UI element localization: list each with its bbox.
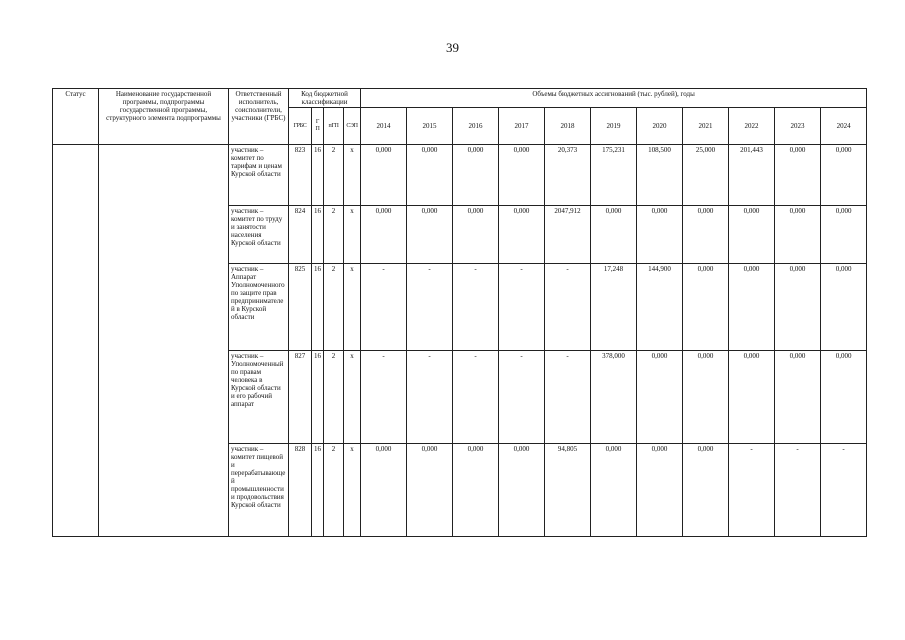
value-cell: 175,231 [591, 145, 637, 206]
code-cell: х [344, 145, 361, 206]
executor-cell: участник – комитет по труду и занятости населения Курской области [229, 206, 289, 264]
header-status: Статус [53, 89, 99, 145]
code-cell: 16 [312, 351, 324, 444]
header-code-gp: ГП [312, 108, 324, 145]
value-cell: - [545, 264, 591, 351]
value-cell: - [775, 444, 821, 537]
header-year: 2022 [729, 108, 775, 145]
value-cell: - [361, 351, 407, 444]
value-cell: 0,000 [407, 444, 453, 537]
code-cell: 824 [289, 206, 312, 264]
value-cell: 0,000 [729, 351, 775, 444]
executor-cell: участник – Уполномоченный по правам человека в Курской области и его рабочий аппарат [229, 351, 289, 444]
status-cell [53, 145, 99, 537]
header-year: 2017 [499, 108, 545, 145]
budget-table [52, 88, 867, 537]
value-cell: 0,000 [821, 206, 867, 264]
name-cell [99, 145, 229, 537]
code-cell: 825 [289, 264, 312, 351]
value-cell: 0,000 [683, 444, 729, 537]
code-cell: 2 [324, 264, 344, 351]
header-year: 2015 [407, 108, 453, 145]
header-executor: Ответственный исполнитель, соисполнители, участники (ГРБС) [229, 89, 289, 145]
value-cell: 108,500 [637, 145, 683, 206]
value-cell: 0,000 [637, 206, 683, 264]
value-cell: 0,000 [453, 444, 499, 537]
value-cell: 0,000 [453, 206, 499, 264]
value-cell: 0,000 [407, 145, 453, 206]
value-cell: 0,000 [729, 206, 775, 264]
header-year: 2016 [453, 108, 499, 145]
value-cell: - [407, 351, 453, 444]
code-cell: 2 [324, 444, 344, 537]
value-cell: - [407, 264, 453, 351]
value-cell: 25,000 [683, 145, 729, 206]
page-number: 39 [446, 40, 459, 55]
value-cell: - [361, 264, 407, 351]
executor-cell: участник – Аппарат Уполномоченного по защите прав предпринимателей в Курской области [229, 264, 289, 351]
header-year: 2020 [637, 108, 683, 145]
header-year: 2023 [775, 108, 821, 145]
code-cell: х [344, 351, 361, 444]
code-cell: 823 [289, 145, 312, 206]
value-cell: 0,000 [499, 145, 545, 206]
code-cell: 2 [324, 351, 344, 444]
code-cell: 16 [312, 206, 324, 264]
code-cell: 828 [289, 444, 312, 537]
value-cell: 0,000 [821, 351, 867, 444]
value-cell: 0,000 [407, 206, 453, 264]
value-cell: 0,000 [361, 206, 407, 264]
value-cell: 0,000 [591, 206, 637, 264]
value-cell: 0,000 [361, 444, 407, 537]
value-cell: 20,373 [545, 145, 591, 206]
value-cell: 0,000 [453, 145, 499, 206]
header-code-group: Код бюджетной классификации [289, 89, 361, 108]
code-cell: 16 [312, 444, 324, 537]
value-cell: 0,000 [591, 444, 637, 537]
value-cell: 0,000 [775, 351, 821, 444]
code-cell: 2 [324, 145, 344, 206]
header-code-pgp: пГП [324, 108, 344, 145]
code-cell: х [344, 444, 361, 537]
executor-cell: участник – комитет пищевой и перерабатывающей промышленности и продовольствия Курской области [229, 444, 289, 537]
value-cell: 94,805 [545, 444, 591, 537]
table-row [53, 145, 867, 206]
value-cell: - [545, 351, 591, 444]
value-cell: - [729, 444, 775, 537]
value-cell: 144,900 [637, 264, 683, 351]
value-cell: 0,000 [683, 351, 729, 444]
header-code-grbs: ГРБС [289, 108, 312, 145]
value-cell: 0,000 [821, 264, 867, 351]
value-cell: 0,000 [683, 264, 729, 351]
value-cell: 0,000 [499, 206, 545, 264]
value-cell: 0,000 [775, 206, 821, 264]
value-cell: 201,443 [729, 145, 775, 206]
header-name: Наименование государственной программы, подпрограммы государственной программы, структурного элемента подпрограммы [99, 89, 229, 145]
header-year: 2024 [821, 108, 867, 145]
value-cell: 0,000 [729, 264, 775, 351]
header-year: 2014 [361, 108, 407, 145]
code-cell: 827 [289, 351, 312, 444]
value-cell: 0,000 [499, 444, 545, 537]
value-cell: 378,000 [591, 351, 637, 444]
header-year: 2019 [591, 108, 637, 145]
header-year: 2021 [683, 108, 729, 145]
value-cell: 0,000 [637, 444, 683, 537]
value-cell: - [453, 264, 499, 351]
header-year: 2018 [545, 108, 591, 145]
code-cell: 16 [312, 264, 324, 351]
header-volume-group: Объемы бюджетных ассигнований (тыс. рублей), годы [361, 89, 867, 108]
value-cell: - [821, 444, 867, 537]
value-cell: - [499, 351, 545, 444]
value-cell: - [499, 264, 545, 351]
code-cell: 2 [324, 206, 344, 264]
code-cell: х [344, 264, 361, 351]
value-cell: 2047,912 [545, 206, 591, 264]
header-code-sep: СЭП [344, 108, 361, 145]
value-cell: 0,000 [361, 145, 407, 206]
value-cell: 0,000 [637, 351, 683, 444]
value-cell: - [453, 351, 499, 444]
value-cell: 0,000 [775, 264, 821, 351]
value-cell: 0,000 [775, 145, 821, 206]
value-cell: 0,000 [821, 145, 867, 206]
value-cell: 17,248 [591, 264, 637, 351]
code-cell: 16 [312, 145, 324, 206]
value-cell: 0,000 [683, 206, 729, 264]
executor-cell: участник – комитет по тарифам и ценам Курской области [229, 145, 289, 206]
code-cell: х [344, 206, 361, 264]
